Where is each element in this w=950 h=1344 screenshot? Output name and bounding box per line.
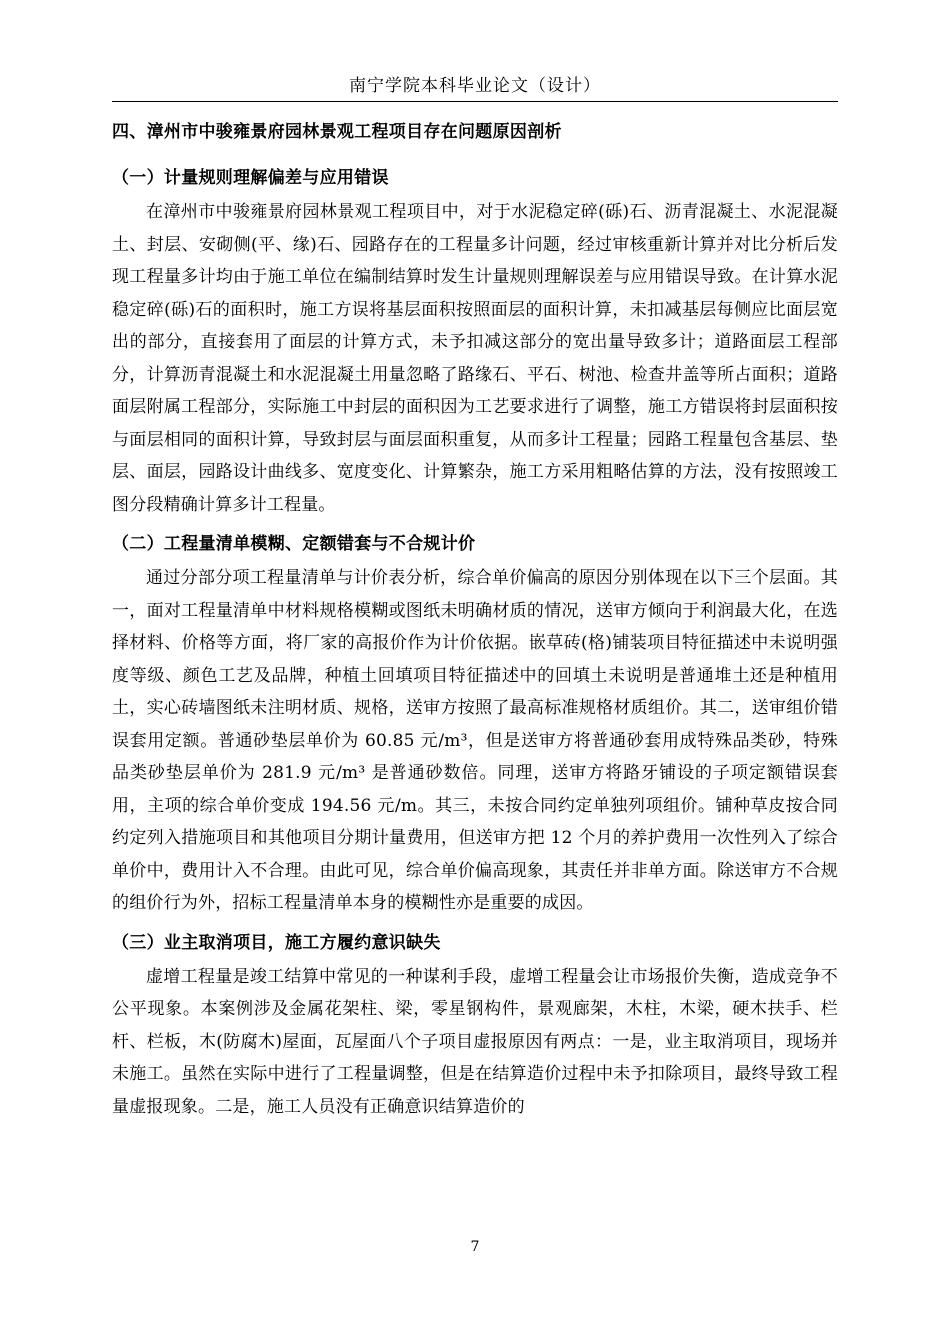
- body-paragraph-1: 在漳州市中骏雍景府园林景观工程项目中，对于水泥稳定碎(砾)石、沥青混凝土、水泥混凝土、封层、安砌侧(平、缘)石、园路存在的工程量多计问题，经过审核重新计算并对比分析后发现工程量多计均由于施工单位在编制结算时发生计量规则理解误差与应用错误导致。在计算水泥稳定碎(砾)石的面积时，施工方误将基层面积按照面层的面积计算，未扣减基层每侧应比面层宽出的部分，直接套用了面层的计算方式，未予扣减这部分的宽出量导致多计；道路面层工程部分，计算沥青混凝土和水泥混凝土用量忽略了路缘石、平石、树池、检查井盖等所占面积；道路面层附属工程部分，实际施工中封层的面积因为工艺要求进行了调整，施工方错误将封层面积按与面层相同的面积计算，导致封层与面层面积重复，从而多计工程量；园路工程量包含基层、垫层、面层，园路设计曲线多、宽度变化、计算繁杂，施工方采用粗略估算的方法，没有按照竣工图分段精确计算多计工程量。: [112, 202, 838, 515]
- page-body: [112, 114, 838, 1128]
- page-number: 7: [470, 1239, 480, 1255]
- section-heading: 四、漳州市中骏雍景府园林景观工程项目存在问题原因剖析: [112, 122, 562, 142]
- subsection-heading-3: （三）业主取消项目，施工方履约意识缺失: [112, 932, 441, 953]
- body-paragraph-3: 虚增工程量是竣工结算中常见的一种谋利手段，虚增工程量会让市场报价失衡，造成竞争不公平现象。本案例涉及金属花架柱、梁，零星钢构件，景观廊架，木柱，木梁，硬木扶手、栏杆、栏板，木(防腐木)屋面，瓦屋面八个子项目虚报原因有两点：一是，业主取消项目，现场并未施工。虽然在实际中进行了工程量调整，但是在结算造价过程中未予扣除项目，最终导致工程量虚报现象。二是，施工人员没有正确意识结算造价的: [112, 966, 838, 1117]
- header-rule: [112, 101, 838, 102]
- subsection-heading-1: （一）计量规则理解偏差与应用错误: [112, 168, 389, 188]
- subsection-heading-2: （二）工程量清单模糊、定额错套与不合规计价: [112, 534, 476, 554]
- body-paragraph-2: 通过分部分项工程量清单与计价表分析，综合单价偏高的原因分别体现在以下三个层面。其一，面对工程量清单中材料规格模糊或图纸未明确材质的情况，送审方倾向于利润最大化，在选择材料、价格等方面，将厂家的高报价作为计价依据。嵌草砖(格)铺装项目特征描述中未说明强度等级、颜色工艺及品牌，种植土回填项目特征描述中的回填土未说明是普通堆土还是种植用土，实心砖墙图纸未注明材质、规格，送审方按照了最高标准规格材质组价。其二，送审组价错误套用定额。普通砂垫层单价为 60.85 元/m³，但是送审方将普通砂套用成特殊品类砂，特殊品类砂垫层单价为 281.9 元/m³ 是普通砂数倍。同理，送审方将路牙铺设的子项定额错误套用，主项的综合单价变成 194.56 元/m。其三，未按合同约定单独列项组价。铺种草皮按合同约定列入措施项目和其他项目分期计量费用，但送审方把 12 个月的养护费用一次性列入了综合单价中，费用计入不合理。由此可见，综合单价偏高现象，其责任并非单方面。除送审方不合规的组价行为外，招标工程量清单本身的模糊性亦是重要的成因。: [112, 568, 838, 913]
- running-header: 南宁学院本科毕业论文（设计）: [349, 76, 601, 96]
